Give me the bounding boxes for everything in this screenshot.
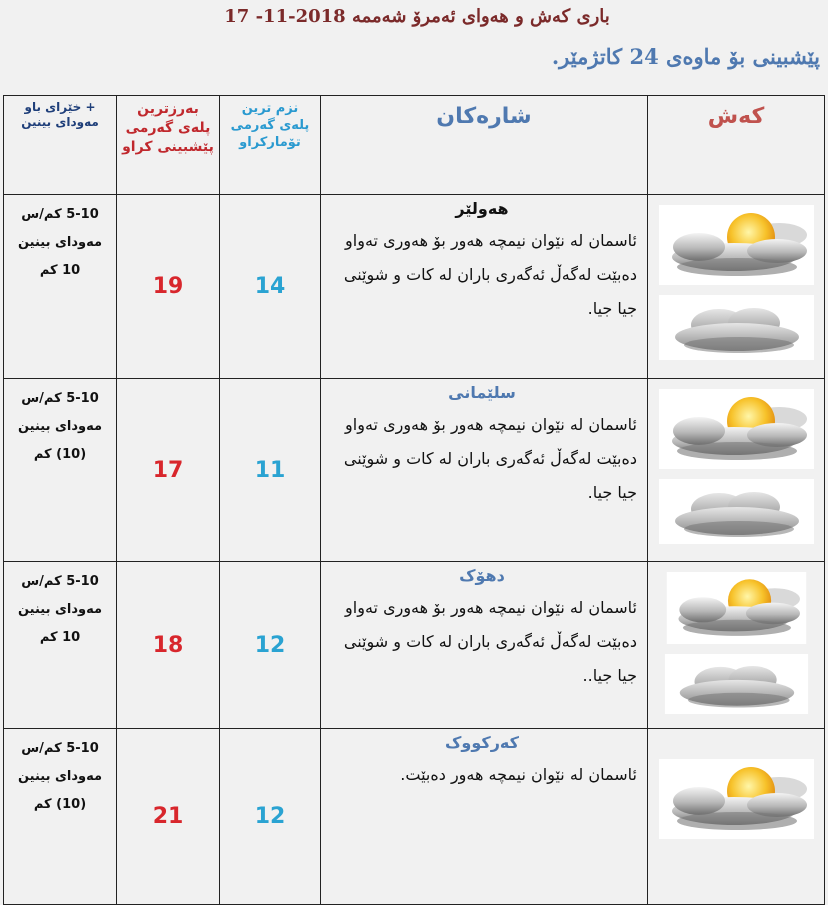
table-row	[4, 729, 825, 905]
visibility-value: (10) کم	[33, 447, 87, 462]
city-cell	[321, 379, 648, 562]
city-cell	[321, 562, 648, 729]
city-name: هەولێر	[455, 199, 509, 218]
forecast-description: ئاسمان لە نێوان نیمچە هەور بۆ هەوری تەواو دەبێت لەگەڵ ئەگەری باران لە کات و شوێنی جیا جیا.	[343, 415, 637, 502]
high-temp-cell: 19	[117, 195, 220, 379]
title-text: باری کەش و هەوای ئەمرۆ شەممە	[351, 6, 610, 27]
wind-visibility-cell	[4, 195, 117, 379]
header-wind-line: مەودای بینین	[21, 115, 99, 129]
city-name: کەرکووک	[445, 733, 519, 752]
low-temp-cell: 14	[220, 195, 321, 379]
weather-icons-cell	[648, 195, 825, 379]
header-high-temp	[117, 96, 220, 195]
city-cell	[321, 729, 648, 905]
table-row	[4, 562, 825, 729]
table-row	[4, 195, 825, 379]
header-cities: شارەکان	[321, 96, 648, 195]
header-low-temp	[220, 96, 321, 195]
city-name: سلێمانی	[448, 383, 516, 402]
forecast-table	[3, 95, 825, 905]
wind-speed: 5-10 کم/س	[21, 391, 99, 406]
partly-cloudy-sun-icon	[659, 759, 814, 839]
partly-cloudy-sun-icon	[659, 389, 814, 469]
page-title	[0, 6, 828, 27]
city-cell	[321, 195, 648, 379]
low-temp-cell: 12	[220, 729, 321, 905]
page-subtitle: پێشبینی بۆ ماوەی 24 کاتژمێر.	[551, 44, 820, 69]
city-name: دهۆک	[459, 566, 505, 585]
visibility-label: مەودای بینین	[17, 602, 103, 617]
high-temp-cell: 21	[117, 729, 220, 905]
visibility-value: 10 کم	[39, 263, 81, 278]
forecast-description: ئاسمان لە نێوان نیمچە هەور بۆ هەوری تەواو دەبێت لەگەڵ ئەگەری باران لە کات و شوێنی جیا جیا.	[343, 231, 637, 318]
cloud-icon	[659, 479, 814, 544]
partly-cloudy-sun-icon	[659, 205, 814, 285]
high-temp-cell: 17	[117, 379, 220, 562]
visibility-label: مەودای بینین	[17, 235, 103, 250]
header-low-line: نزم ترین	[241, 101, 299, 116]
visibility-label: مەودای بینین	[17, 419, 103, 434]
header-high-line: بەرزترین	[137, 101, 199, 117]
header-wind-line: خێرای باو +	[24, 100, 96, 114]
wind-speed: 5-10 کم/س	[21, 207, 99, 222]
weather-icons-cell	[648, 562, 825, 729]
header-wind-visibility	[4, 96, 117, 195]
header-weather: کەش	[648, 96, 825, 195]
weather-icons-cell	[648, 729, 825, 905]
header-high-line: پێشبینی کراو	[122, 139, 214, 155]
wind-speed: 5-10 کم/س	[21, 574, 99, 589]
wind-speed: 5-10 کم/س	[21, 741, 99, 756]
cloud-icon	[659, 654, 814, 714]
high-temp-cell: 18	[117, 562, 220, 729]
forecast-description: ئاسمان لە نێوان نیمچە هەور بۆ هەوری تەواو دەبێت لەگەڵ ئەگەری باران لە کات و شوێنی جیا جیا..	[343, 598, 637, 685]
table-row	[4, 379, 825, 562]
table-header-row	[4, 96, 825, 195]
low-temp-cell: 12	[220, 562, 321, 729]
forecast-description: ئاسمان لە نێوان نیمچە هەور دەبێت.	[400, 765, 637, 784]
title-date: 2018-11- 17	[224, 6, 346, 27]
wind-visibility-cell	[4, 562, 117, 729]
wind-visibility-cell	[4, 729, 117, 905]
weather-icons-cell	[648, 379, 825, 562]
partly-cloudy-sun-icon	[659, 572, 814, 644]
header-high-line: پلەی گەرمی	[125, 120, 211, 136]
low-temp-cell: 11	[220, 379, 321, 562]
visibility-value: 10 کم	[39, 630, 81, 645]
header-low-line: پلەی گەرمی	[230, 118, 310, 133]
wind-visibility-cell	[4, 379, 117, 562]
cloud-icon	[659, 295, 814, 360]
visibility-value: (10) کم	[33, 797, 87, 812]
visibility-label: مەودای بینین	[17, 769, 103, 784]
header-low-line: تۆمارکراو	[239, 135, 301, 150]
